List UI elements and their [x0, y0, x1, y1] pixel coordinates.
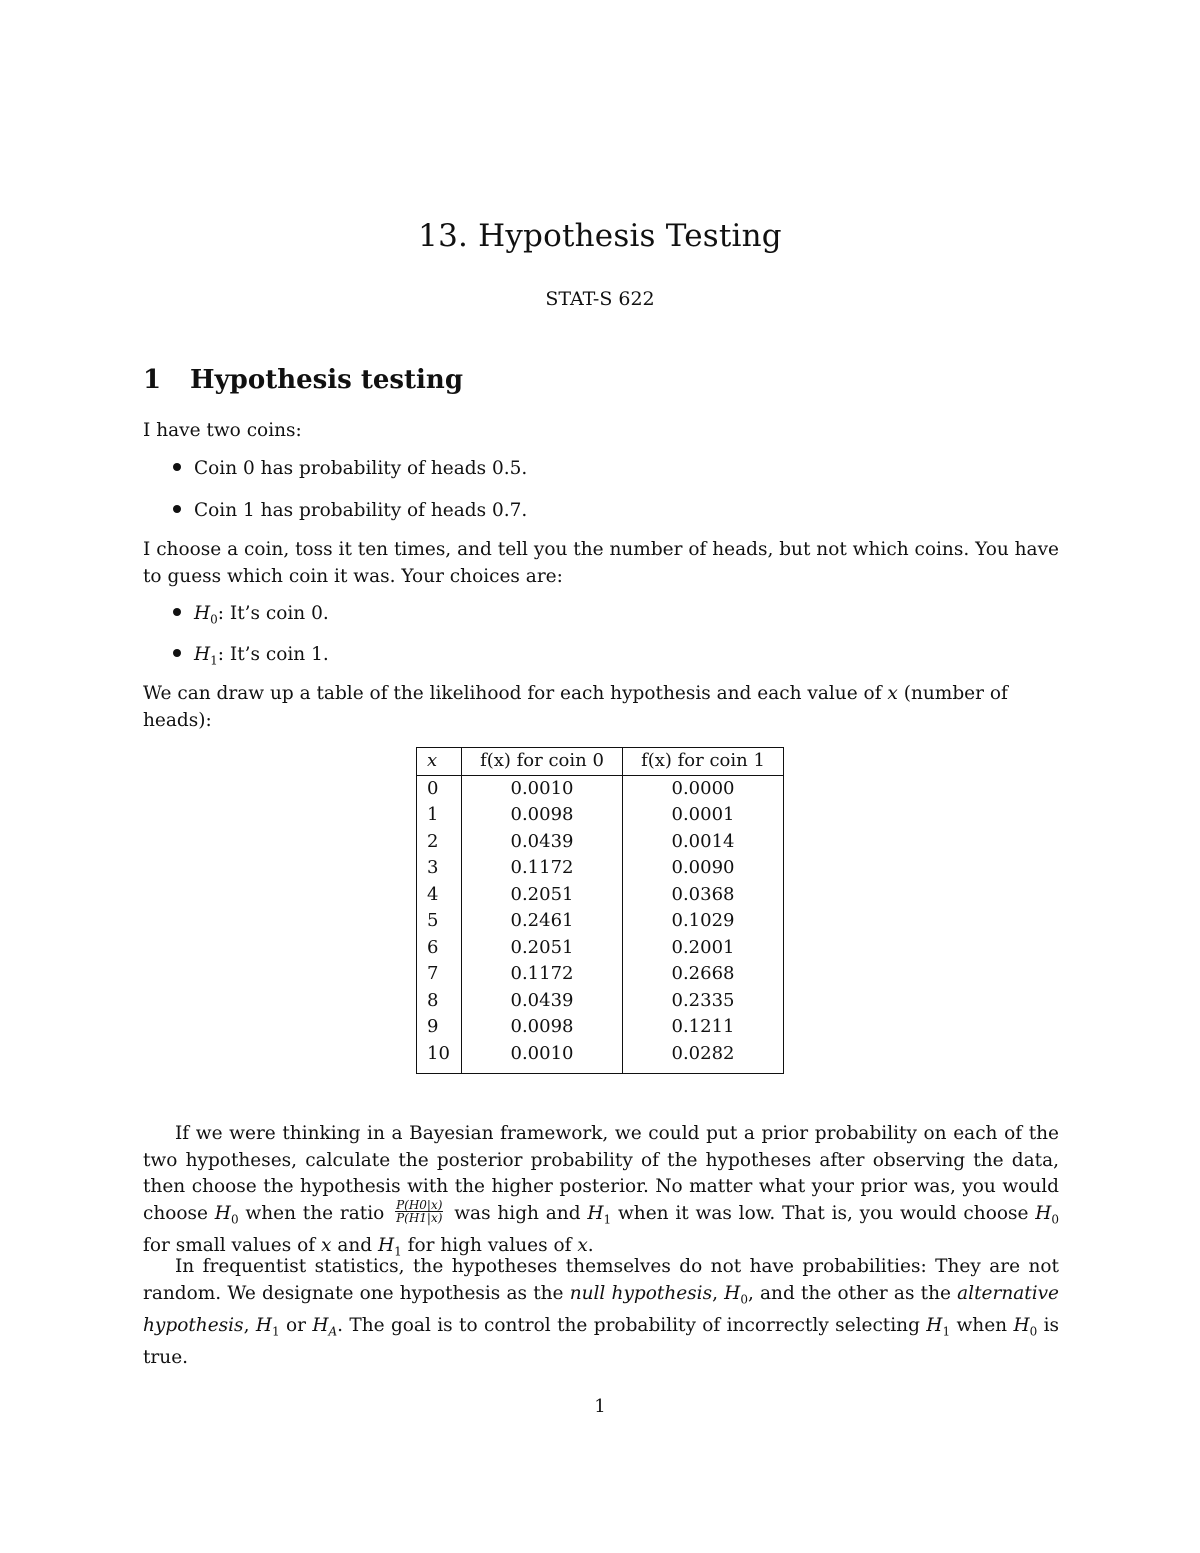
h1-symbol: H [255, 1314, 272, 1336]
cell-x: 0 [417, 775, 462, 802]
course-code: STAT-S 622 [545, 288, 655, 310]
section-number: 1 [143, 365, 162, 395]
h0-symbol: H [724, 1282, 741, 1304]
cell-coin-0: 0.1172 [462, 961, 623, 988]
bayes-text-3: was high and [447, 1202, 588, 1224]
h0-symbol: H [1013, 1314, 1030, 1336]
bullet-text: Coin 1 has probability of heads 0.7. [194, 500, 528, 521]
table-row [417, 908, 784, 935]
bullet-icon [173, 649, 181, 657]
h1-text: : It’s coin 1. [217, 644, 329, 665]
cell-x: 7 [417, 961, 462, 988]
h0-subscript: 0 [1029, 1324, 1038, 1339]
frequentist-paragraph [143, 1254, 1059, 1371]
ha-symbol: H [312, 1314, 329, 1336]
h0-symbol: H [194, 603, 211, 624]
cell-coin-1: 0.0282 [623, 1041, 784, 1074]
bayes-text-8: . [587, 1234, 594, 1256]
table-body [417, 775, 784, 1074]
x-symbol: x [321, 1234, 332, 1256]
cell-x: 3 [417, 855, 462, 882]
bullet-icon [173, 505, 181, 513]
cell-x: 1 [417, 802, 462, 829]
table-row [417, 1014, 784, 1041]
freq-text-8: is true. [143, 1314, 1059, 1368]
cell-coin-0: 0.0439 [462, 988, 623, 1015]
table-row [417, 1041, 784, 1074]
h0-symbol: H [1035, 1202, 1052, 1224]
cell-coin-0: 0.2461 [462, 908, 623, 935]
h0-subscript: 0 [1051, 1212, 1060, 1227]
table-row [417, 961, 784, 988]
table-intro [143, 681, 1059, 734]
cell-x: 9 [417, 1014, 462, 1041]
cell-coin-0: 0.1172 [462, 855, 623, 882]
table-intro-before: We can draw up a table of the likelihood for each hypothesis and each value of [143, 683, 888, 704]
cell-coin-0: 0.0439 [462, 829, 623, 856]
cell-coin-1: 0.1211 [623, 1014, 784, 1041]
bullet-h1 [173, 642, 329, 674]
h0-subscript: 0 [230, 1212, 239, 1227]
h1-symbol: H [194, 644, 211, 665]
h1-subscript: 1 [210, 653, 218, 668]
h0-text: : It’s coin 0. [217, 603, 329, 624]
h0-subscript: 0 [210, 612, 218, 627]
h0-symbol: H [214, 1202, 231, 1224]
bullet-text: Coin 0 has probability of heads 0.5. [194, 458, 528, 479]
cell-coin-1: 0.0014 [623, 829, 784, 856]
header-coin-0: f(x) for coin 0 [462, 748, 623, 776]
bullet-coin-1 [173, 498, 527, 525]
cell-coin-0: 0.0098 [462, 802, 623, 829]
freq-text-7: when [950, 1314, 1014, 1336]
cell-coin-0: 0.0098 [462, 1014, 623, 1041]
bayes-text-1: If we were thinking in a Bayesian framework, we could put a prior probability on each of the two hypotheses, calculate the posterior probability of the hypotheses after observing the data, then choose the hypothesis with the higher posterior. No matter what your prior was, you would choose [143, 1123, 1059, 1224]
h1-symbol: H [587, 1202, 604, 1224]
h1-subscript: 1 [271, 1324, 280, 1339]
cell-coin-1: 0.2668 [623, 961, 784, 988]
ratio-numerator: P(H0|x) [396, 1198, 443, 1212]
table-row [417, 988, 784, 1015]
x-symbol: x [577, 1234, 588, 1256]
likelihood-table [416, 747, 784, 1074]
bullet-icon [173, 463, 181, 471]
document-title: 13. Hypothesis Testing [418, 218, 782, 254]
bayesian-paragraph [143, 1121, 1059, 1265]
freq-text-3: , and the other as the [747, 1282, 958, 1304]
h1-symbol: H [926, 1314, 943, 1336]
choose-paragraph: I choose a coin, toss it ten times, and tell you the number of heads, but not which coins. You have to guess which coin it was. Your choices are: [143, 539, 1059, 587]
bullet-coin-0 [173, 456, 527, 483]
cell-x: 8 [417, 988, 462, 1015]
cell-coin-1: 0.2001 [623, 935, 784, 962]
cell-coin-1: 0.0000 [623, 775, 784, 802]
ha-subscript: A [328, 1324, 338, 1339]
header-x: x [417, 748, 462, 776]
page-number: 1 [594, 1396, 606, 1417]
table-row [417, 855, 784, 882]
table-intro-var: x [887, 683, 898, 704]
alternative-hypothesis-term: alternative hypothesis [143, 1282, 1060, 1336]
freq-text-2: , [712, 1282, 725, 1304]
cell-coin-1: 0.0001 [623, 802, 784, 829]
freq-text-6: . The goal is to control the probability of incorrectly selecting [337, 1314, 927, 1336]
cell-coin-0: 0.2051 [462, 882, 623, 909]
h1-subscript: 1 [603, 1212, 612, 1227]
cell-x: 5 [417, 908, 462, 935]
h1-subscript: 1 [942, 1324, 951, 1339]
section-title: Hypothesis testing [190, 365, 464, 395]
table-row [417, 775, 784, 802]
bullet-h0 [173, 601, 329, 633]
cell-coin-1: 0.0090 [623, 855, 784, 882]
cell-coin-1: 0.1029 [623, 908, 784, 935]
bullet-icon [173, 608, 181, 616]
table-header-row [417, 748, 784, 776]
cell-coin-1: 0.0368 [623, 882, 784, 909]
section-heading [143, 365, 463, 395]
cell-x: 4 [417, 882, 462, 909]
h0-subscript: 0 [740, 1292, 748, 1307]
intro-text: I have two coins: [143, 420, 302, 441]
cell-coin-0: 0.2051 [462, 935, 623, 962]
bayes-text-4: when it was low. That is, you would choose [611, 1202, 1036, 1224]
cell-x: 6 [417, 935, 462, 962]
table-row [417, 829, 784, 856]
h1-subscript: 1 [394, 1244, 402, 1259]
cell-x: 2 [417, 829, 462, 856]
posterior-ratio [395, 1199, 443, 1224]
bayes-text-6: and [331, 1234, 378, 1256]
cell-x: 10 [417, 1041, 462, 1074]
header-coin-1: f(x) for coin 1 [623, 748, 784, 776]
ratio-denominator: P(H1|x) [396, 1211, 443, 1225]
freq-text-1: In frequentist statistics, the hypotheses themselves do not have probabilities: They are not random. We designate one hypothesis as the [143, 1256, 1059, 1304]
freq-text-4: , [243, 1314, 256, 1336]
bayes-text-2: when the ratio [238, 1202, 392, 1224]
h1-symbol: H [378, 1234, 395, 1256]
table-intro-after: (number of heads): [143, 683, 1008, 731]
cell-coin-1: 0.2335 [623, 988, 784, 1015]
table-row [417, 882, 784, 909]
cell-coin-0: 0.0010 [462, 1041, 623, 1074]
freq-text-5: or [279, 1314, 313, 1336]
null-hypothesis-term: null hypothesis [569, 1282, 713, 1304]
cell-coin-0: 0.0010 [462, 775, 623, 802]
bayes-text-5: for small values of [143, 1234, 321, 1256]
table-row [417, 935, 784, 962]
bayes-text-7: for high values of [401, 1234, 578, 1256]
table-row [417, 802, 784, 829]
